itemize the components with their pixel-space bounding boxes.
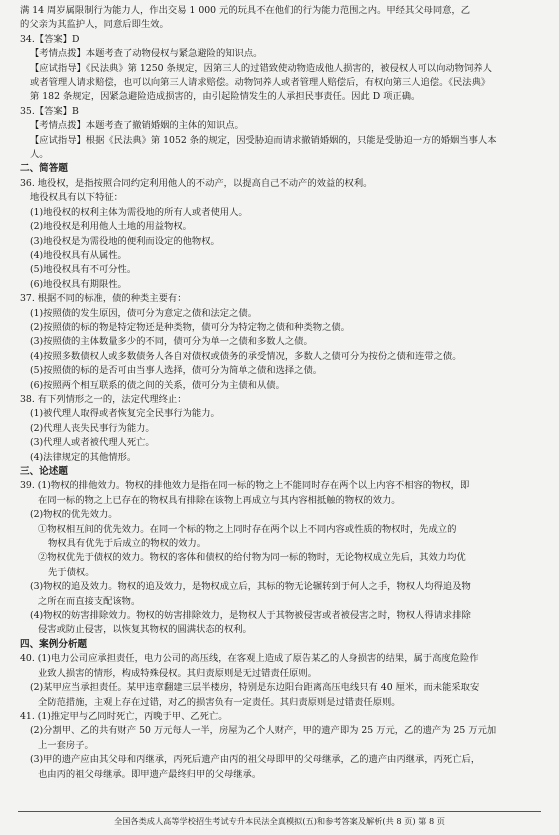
text-line: (5)地役权具有不可分性。 — [30, 264, 137, 276]
text-line: 人。 — [30, 149, 49, 161]
section-heading: 二、简答题 — [20, 163, 68, 175]
text-line: (2)分割甲、乙的共有财产 50 万元每人一半，房屋为乙个人财产，甲的遗产即为 25 万元，乙的遗产为 25 万元加 — [30, 725, 497, 737]
section-heading: 四、案例分析题 — [20, 638, 88, 650]
text-line: (3)甲的遗产应由其父母和丙继承，丙死后遗产由丙的祖父母即甲的父母继承，乙的遗产由丙继承，丙死亡后， — [30, 754, 481, 766]
text-line: (2)地役权是利用他人土地的用益物权。 — [30, 221, 192, 233]
text-line: (1)按照债的发生原因，债可分为意定之债和法定之债。 — [30, 307, 257, 319]
text-line: (4)地役权具有从属性。 — [30, 249, 127, 261]
text-line: 38. 有下列情形之一的，法定代理终止： — [20, 393, 187, 405]
text-line: 业致人损害的情形，构成特殊侵权。其归责原则是无过错责任原则。 — [38, 667, 317, 679]
text-line: (2)代理人丧失民事行为能力。 — [30, 422, 155, 434]
text-line: (3)按照债的主体数量多少的不同，债可分为单一之债和多数人之债。 — [30, 336, 313, 348]
text-line: (6)按照两个相互联系的债之间的关系，债可分为主债和从债。 — [30, 379, 285, 391]
text-line: 在同一标的物之上已存在的物权具有排除在该物上再成立与其内容相抵触的物权的效力。 — [38, 494, 401, 506]
text-line: (6)地役权具有期限性。 — [30, 278, 127, 290]
text-line: (2)物权的优先效力。 — [30, 509, 118, 521]
footer-divider — [18, 811, 541, 812]
page-body — [20, 4, 542, 782]
text-line: ②物权优先于债权的效力。物权的客体和债权的给付物为同一标的物时，无论物权成立先后，其效力均优 — [38, 552, 466, 564]
text-line: (1)地役权的权利主体为需役地的所有人或者使用人。 — [30, 206, 248, 218]
text-line: (2)按照债的标的物是特定物还是种类物，债可分为特定物之债和种类物之债。 — [30, 321, 350, 333]
page-footer: 全国各类成人高等学校招生考试专升本民法全真模拟(五)和参考答案及解析(共 8 页) 第 8 页 — [114, 816, 445, 826]
text-line: 34.【答案】D — [20, 33, 80, 45]
text-line: (4)按照多数债权人或多数债务人各自对债权或债务的承受情况，多数人之债可分为按份之债和连带之债。 — [30, 350, 462, 362]
text-line: (3)地役权是为需役地的便利而设定的他物权。 — [30, 235, 220, 247]
text-line: 35.【答案】B — [20, 105, 79, 117]
text-line: 侵害或防止侵害，以恢复其物权的圆满状态的权利。 — [38, 624, 252, 636]
text-line: 也由丙的祖父母继承。即甲遗产最终归甲的父母继承。 — [38, 768, 262, 780]
text-line: 37. 根据不同的标准，债的种类主要有： — [20, 293, 187, 305]
text-line: 第 182 条规定，因紧急避险造成损害的，由引起险情发生的人承担民事责任。因此 D 项正确。 — [30, 91, 421, 103]
text-line: (4)法律规定的其他情形。 — [30, 451, 137, 463]
text-line: 40. (1)电力公司应承担责任，电力公司的高压线，在客观上造成了原告某乙的人身损害的结果，属于高度危险作 — [20, 653, 479, 665]
text-line: 41. (1)推定甲与乙同时死亡，丙晚于甲、乙死亡。 — [20, 710, 228, 722]
text-line: 满 14 周岁属限制行为能力人，作出交易 1 000 元的玩具不在他们的行为能力范围之内。甲经其父母同意，乙 — [20, 5, 471, 16]
text-line: 物权具有优先于后成立的物权的效力。 — [48, 538, 207, 550]
text-line: 上一套房子。 — [38, 739, 94, 751]
text-line: 或者管理人请求赔偿，也可以向第三人请求赔偿。动物饲养人或者管理人赔偿后，有权向第三人追偿。《民法典》 — [30, 77, 491, 89]
text-line: 39. (1)物权的排他效力。物权的排他效力是指在同一标的物之上不能同时存在两个以上内容不相容的物权，即 — [20, 480, 470, 492]
text-line: ①物权相互间的优先效力。在同一个标的物之上同时存在两个以上不同内容或性质的物权时，先成立的 — [38, 523, 457, 535]
text-line: 地役权具有以下特征： — [30, 192, 123, 204]
text-line: 【应试指导】《民法典》第 1250 条规定，因第三人的过错致使动物造成他人损害的，被侵权人可以向动物饲养人 — [30, 62, 492, 74]
text-line: 【考情点拨】本题考查了撤销婚姻的主体的知识点。 — [30, 120, 244, 132]
text-line: (2)某甲应当承担责任。某甲违章翻建三层半楼房，特别是东边阳台距离高压电线只有 40 厘米，而未能采取安 — [30, 682, 480, 694]
text-line: (5)按照债的标的是否可由当事人选择，债可分为简单之债和选择之债。 — [30, 365, 323, 377]
text-line: (1)被代理人取得或者恢复完全民事行为能力。 — [30, 408, 220, 420]
text-line: 36. 地役权，是指按照合同约定利用他人的不动产，以提高自己不动产的效益的权利。 — [20, 177, 373, 189]
text-line: (4)物权的妨害排除效力。物权的妨害排除效力，是物权人于其物被侵害或者被侵害之时，物权人得请求排除 — [30, 610, 471, 622]
text-line: 之所在而直接支配该物。 — [38, 595, 141, 607]
text-line: 【考情点拨】本题考查了动物侵权与紧急避险的知识点。 — [30, 48, 263, 60]
text-line: 【应试指导】根据《民法典》第 1052 条的规定，因受胁迫而请求撤销婚姻的，只能是受胁迫一方的婚姻当事人本 — [30, 134, 497, 146]
text-line: (3)代理人或者被代理人死亡。 — [30, 437, 155, 449]
text-line: (3)物权的追及效力。物权的追及效力，是物权成立后，其标的物无论辗转到于何人之手，物权人均得追及物 — [30, 581, 471, 593]
text-line: 全防范措施，主观上存在过错，对乙的损害负有一定责任。其归责原则是过错责任原则。 — [38, 696, 401, 708]
text-line: 的父亲为其监护人，同意后即生效。 — [20, 19, 169, 31]
text-line: 先于债权。 — [48, 566, 95, 578]
section-heading: 三、论述题 — [20, 466, 68, 477]
